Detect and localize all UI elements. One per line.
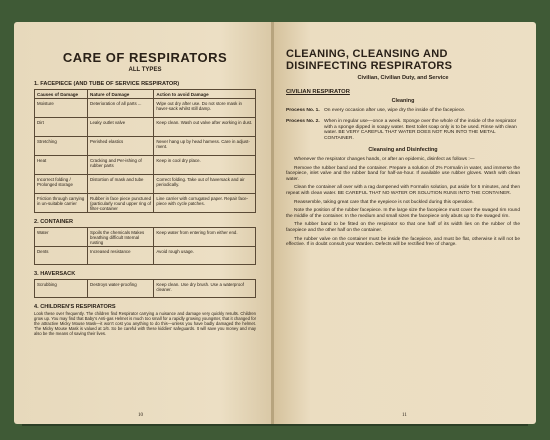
- cell: Wipe out dry after use. Do not store mask in haver-sack whilst still damp.: [154, 99, 256, 118]
- cell: Keep water from entering from either end.: [154, 228, 256, 247]
- paragraph: Whenever the respirator changes hands, or after an epidemic, disinfect as follows :—: [294, 156, 475, 162]
- cell: Increased resistance: [88, 247, 154, 265]
- paragraph: Remove the rubber band and the container. Prepare a solution of 2% Formalin in water, and immerse the facepiece, inlet valve and the rubber band for half-an-hour. If available use rubber gloves. Wash with clean water.: [286, 165, 520, 182]
- cell: Cracking and Per-ishing of rubber parts: [88, 156, 154, 175]
- table-row: [35, 156, 256, 175]
- cell: Keep clean. Wash out valve after working in dust.: [154, 118, 256, 137]
- cell: Water: [35, 228, 88, 247]
- process-label: Process No. 2.: [286, 118, 320, 124]
- cell: Avoid rough usage.: [154, 247, 256, 265]
- cleaning-heading: Cleaning: [391, 98, 415, 104]
- paragraph: The rubber band to be fitted on the respirator so that one half of its width lies on the rubber of the facepiece and the other half on the container.: [286, 222, 520, 233]
- cell: Never hang up by head harness. Care in adjust-ment.: [154, 137, 256, 156]
- cell: Distortion of mask and tube: [88, 175, 154, 194]
- table-row: [35, 137, 256, 156]
- process-item: [286, 119, 520, 142]
- cell: Incorrect folding / Prolonged storage: [35, 175, 88, 194]
- table-header-row: [35, 90, 256, 99]
- section-heading-childrens: 4. CHILDREN'S RESPIRATORS: [34, 304, 116, 310]
- paragraph: Clean the container all over with a rag dampened with Formalin solution, put aside for 5 minutes, and then repeat with clean water. BE CAREFUL THAT NO WATER OR SOLUTION RUNS INTO THE CONTAINER.: [286, 185, 520, 196]
- cell: Heat: [35, 156, 88, 175]
- cleansing-heading: Cleansing and Disinfecting: [368, 146, 438, 153]
- haversack-table: [34, 279, 256, 298]
- paragraph: Note the position of the rubber facepiece. In the large size the facepiece must cover the swaged rim round the middle of the container. In the medium and small sizes the facepiece only abuts up to the swaged rim.: [286, 208, 520, 219]
- section-heading-container: 2. CONTAINER: [34, 219, 74, 225]
- cell: Spoils the chemicals Makes breathing difficult Internal rusting: [88, 228, 154, 247]
- right-page: [274, 22, 536, 424]
- page-subtitle: ALL TYPES: [128, 67, 162, 73]
- page-subtitle: Civilian, Civilian Duty, and Service: [357, 75, 449, 81]
- left-page: [14, 22, 272, 424]
- page-number: 11: [402, 413, 407, 418]
- table-row: [35, 228, 256, 247]
- cell: Deterioration of all parts ...: [88, 99, 154, 118]
- section-heading-facepiece: 1. FACEPIECE (AND TUBE OF SERVICE RESPIRATOR): [34, 81, 180, 87]
- column-header: Causes of Damage: [35, 90, 88, 99]
- cell: Dirt: [35, 118, 88, 137]
- table-row: [35, 247, 256, 265]
- cell: Rubber in face piece punctured (particularly round upper ring of filter-container: [88, 194, 154, 213]
- page-title: CARE OF RESPIRATORS: [62, 50, 228, 65]
- container-table: [34, 227, 256, 265]
- page-number: 10: [138, 413, 143, 418]
- table-row: [35, 99, 256, 118]
- page-title: CLEANING, CLEANSING AND DISINFECTING RESPIRATORS: [286, 48, 453, 72]
- table-row: [35, 194, 256, 213]
- cell: Line carrier with corrugated paper. Repair face-piece with cycle patches.: [154, 194, 256, 213]
- column-header: Action to avoid Damage: [154, 90, 256, 99]
- facepiece-table: [34, 89, 256, 213]
- table-row: [35, 175, 256, 194]
- process-text: On every occasion after use, wipe dry the inside of the facepiece.: [324, 108, 466, 113]
- cell: Keep clean. Use dry brush. Use a waterproof cleaner.: [154, 280, 256, 298]
- process-text: When in regular use—once a week. Sponge over the whole of the inside of the respirator with a sponge dipped in soapy water. Best toilet soap only is to be used. Rinse with clean water. BE VERY CAREFUL THAT WATER DOES NOT RUN INTO THE METAL CONTAINER.: [324, 118, 517, 142]
- section-heading-haversack: 3. HAVERSACK: [34, 271, 76, 277]
- process-label: Process No. 1.: [286, 108, 320, 113]
- table-row: [35, 280, 256, 298]
- cell: Correct folding. Take out of haversack and air periodically.: [154, 175, 256, 194]
- cell: Stretching: [35, 137, 88, 156]
- column-header: Nature of Damage: [88, 90, 154, 99]
- cell: Friction through carrying in un-suitable carrier: [35, 194, 88, 213]
- cell: Leaky outlet valve: [88, 118, 154, 137]
- cell: Perished elastics: [88, 137, 154, 156]
- cell: Moisture: [35, 99, 88, 118]
- cell: Dents: [35, 247, 88, 265]
- open-booklet: [14, 22, 534, 424]
- cell: Keep in cool dry place.: [154, 156, 256, 175]
- childrens-paragraph: Look these over frequently. The children find Respirator carrying a nuisance and damage very quickly results. Children grow up. You may find that Baby's Anti-gas Helmet is much too small for a rapidly growing youngster, that it changed for the attractive Micky Mouse Mask—it won't cost you anything to do this—unless you have badly damaged the helmet. The Micky Mouse Mask is valued at 1/6. So be careful with these kiddies' safeguards. It will save you money and may also be the means of saving their lives.: [34, 311, 256, 336]
- table-row: [35, 118, 256, 137]
- cell: Scrubbing: [35, 280, 88, 298]
- section-heading: CIVILIAN RESPIRATOR: [286, 89, 350, 95]
- paragraph: Reassemble, taking great care that the eyepiece is not buckled during this operation.: [294, 199, 474, 205]
- process-item: [286, 108, 520, 114]
- paragraph: The rubber valve on the container must be inside the facepiece, and must be flat, otherwise it will not be effective. If in doubt consult your Warden. Defects will be rectified free of charge.: [286, 236, 520, 248]
- cell: Destroys water-proofing: [88, 280, 154, 298]
